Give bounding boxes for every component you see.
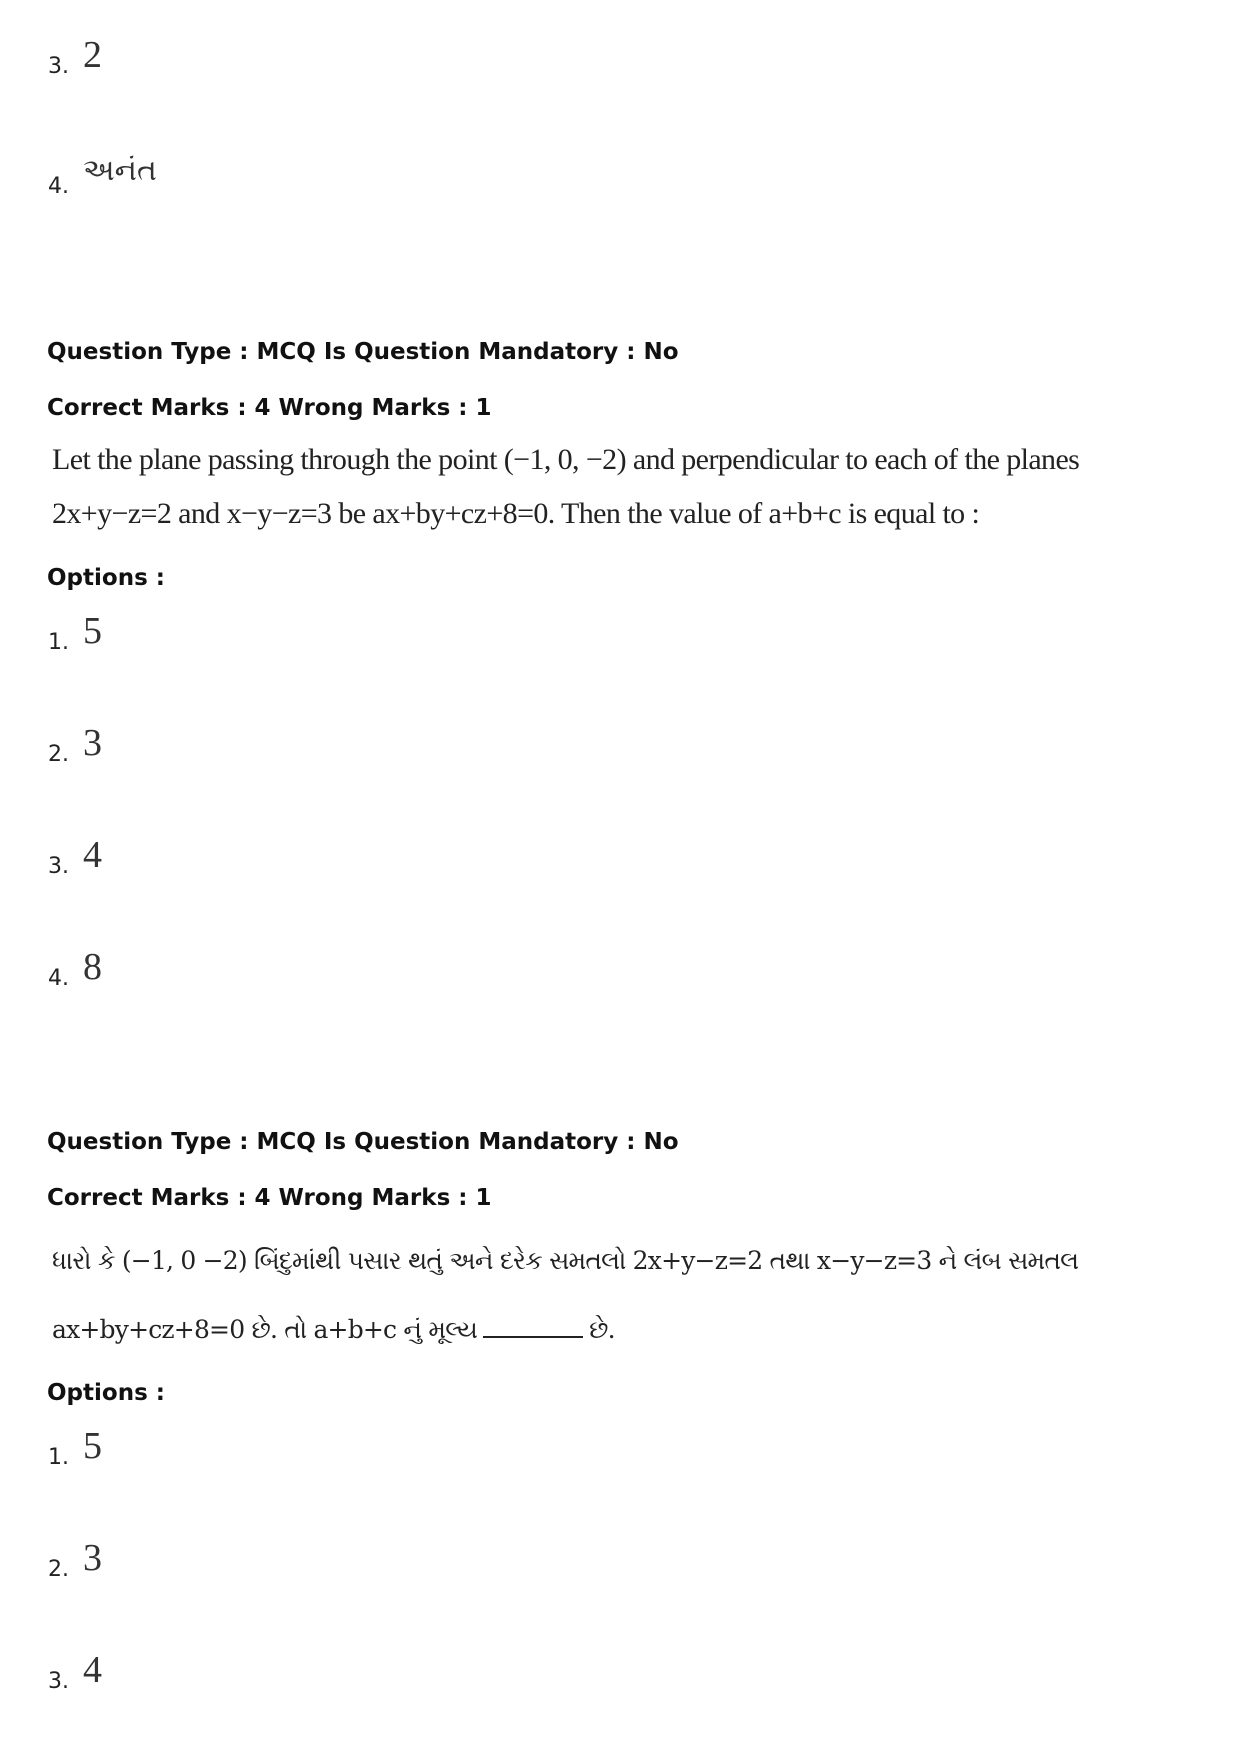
option-value: 4 xyxy=(83,834,102,876)
question-text-line-2-end: છે. xyxy=(589,1315,615,1344)
question-text-line-1: ધારો કે (−1, 0 −2) બિંદુમાંથી પસાર થતું અને દરેક સમતલો 2x+y−z=2 તથા x−y−z=3 ને લંબ સમતલ xyxy=(52,1246,1079,1275)
option-value: 5 xyxy=(83,610,102,652)
question-text-line-2-start: ax+by+cz+8=0 છે. તો a+b+c નું મૂલ્ય xyxy=(52,1315,478,1344)
option-value: 5 xyxy=(83,1425,102,1467)
marks-line: Correct Marks : 4 Wrong Marks : 1 xyxy=(47,395,492,421)
marks-line: Correct Marks : 4 Wrong Marks : 1 xyxy=(47,1185,492,1211)
options-label: Options : xyxy=(47,565,165,591)
option-number: 3. xyxy=(48,854,69,879)
options-label: Options : xyxy=(47,1380,165,1406)
option-number: 1. xyxy=(48,630,69,655)
option-value: 3 xyxy=(83,722,102,764)
option-value: 2 xyxy=(83,34,102,76)
option-value: 3 xyxy=(83,1537,102,1579)
question-type-line: Question Type : MCQ Is Question Mandatory : No xyxy=(47,339,679,365)
answer-blank xyxy=(483,1312,583,1338)
option-number: 2. xyxy=(48,742,69,767)
option-value: 4 xyxy=(83,1649,102,1691)
option-value: 8 xyxy=(83,946,102,988)
option-value: અનંત xyxy=(83,153,157,188)
option-number: 3. xyxy=(48,1669,69,1694)
question-text-line-2 xyxy=(52,1312,615,1345)
option-number: 4. xyxy=(48,966,69,991)
question-text-line-2: 2x+y−z=2 and x−y−z=3 be ax+by+cz+8=0. Then the value of a+b+c is equal to : xyxy=(52,497,980,530)
question-text-line-1: Let the plane passing through the point (−1, 0, −2) and perpendicular to each of the planes xyxy=(52,443,1080,476)
option-number: 2. xyxy=(48,1557,69,1582)
option-number: 3. xyxy=(48,54,69,79)
question-type-line: Question Type : MCQ Is Question Mandatory : No xyxy=(47,1129,679,1155)
option-number: 4. xyxy=(48,174,69,199)
option-number: 1. xyxy=(48,1445,69,1470)
